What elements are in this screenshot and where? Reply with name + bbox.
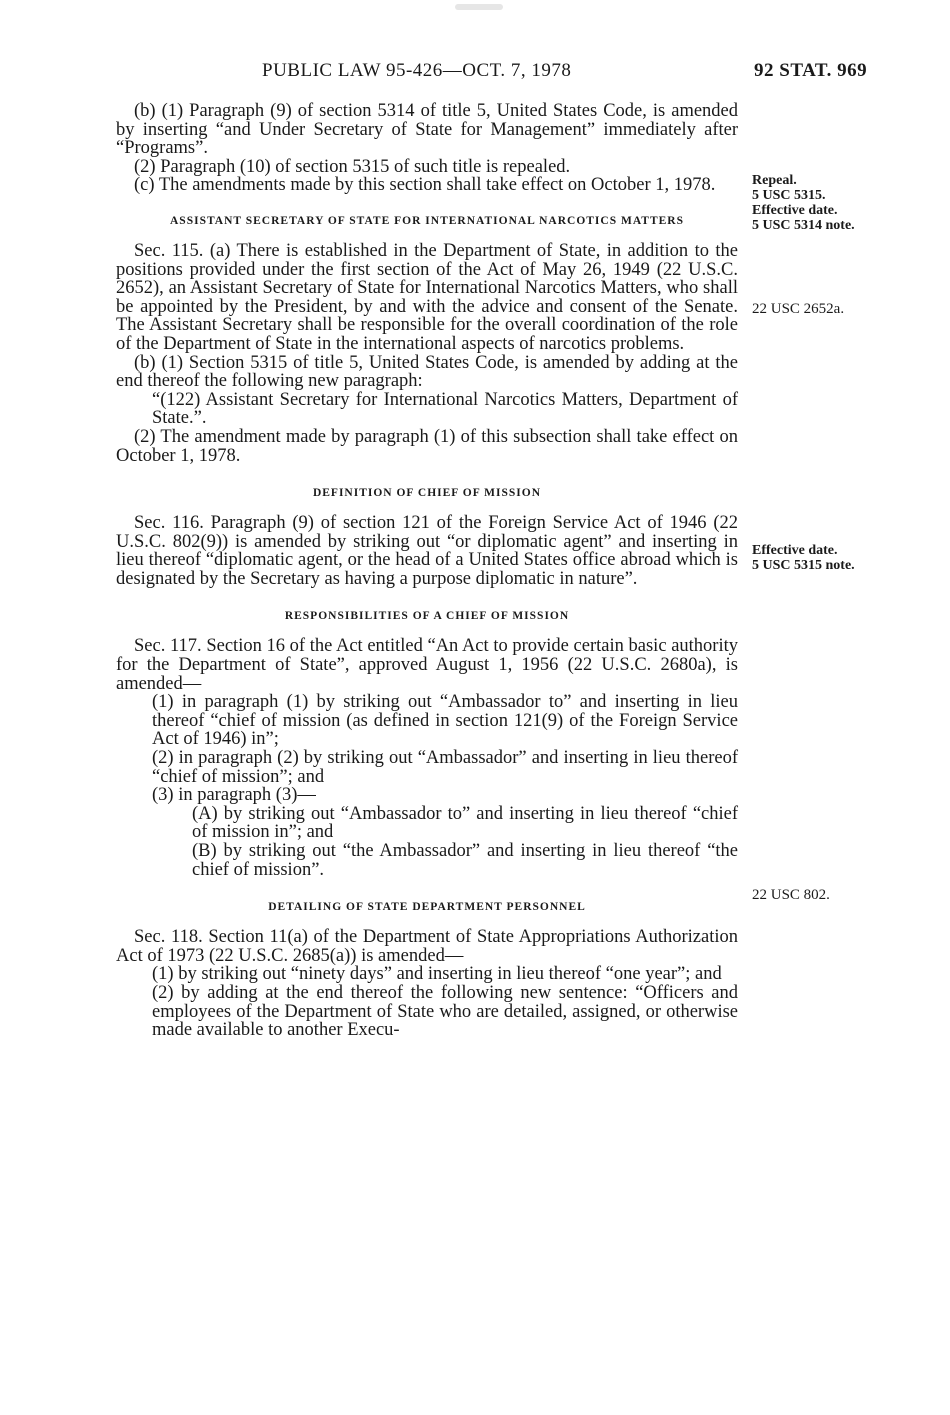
list-item: (2) by adding at the end thereof the following new sentence: “Officers and employees of the Department of State who are detailed, assigned, or otherwise made available to another Execu-	[152, 982, 738, 1041]
section-116-paragraph: Sec. 116. Paragraph (9) of section 121 of the Foreign Service Act of 1946 (22 U.S.C. 802(9)) is amended by striking out “or diplomatic agent” and inserting in lieu thereof “diplomatic agent, or the head of a United States office abroad which is designated by the Secretary as having a purpose diplomatic in nature”.	[116, 513, 738, 589]
margin-note-22usc802: 22 USC 802.	[752, 887, 830, 903]
scan-mark	[455, 4, 503, 10]
section-118-paragraph: Sec. 118. Section 11(a) of the Department of State Appropriations Authorization Act of 1973 (22 U.S.C. 2685(a)) is amended—	[116, 927, 738, 966]
sub-list-item: (B) by striking out “the Ambassador” and inserting in lieu thereof “the chief of mission”.	[192, 841, 738, 880]
section-heading-detailing: DETAILING OF STATE DEPARTMENT PERSONNEL	[268, 901, 586, 914]
paragraph: (b) (1) Paragraph (9) of section 5314 of title 5, United States Code, is amended by inserting “and Under Secretary of State for Management” immediately after “Programs”.	[116, 101, 738, 159]
margin-note-line: 5 USC 5315.	[752, 188, 826, 203]
margin-note-effective-date	[752, 543, 855, 573]
margin-note-line: Effective date.	[752, 543, 838, 558]
list-item: (1) by striking out “ninety days” and inserting in lieu thereof “one year”; and	[152, 964, 722, 985]
running-header-title: PUBLIC LAW 95-426—OCT. 7, 1978	[262, 60, 572, 81]
paragraph: (2) Paragraph (10) of section 5315 of such title is repealed.	[134, 156, 571, 177]
margin-note-22usc2652a: 22 USC 2652a.	[752, 301, 845, 317]
statute-body	[116, 102, 738, 1040]
margin-note-line: 5 USC 5314 note.	[752, 218, 855, 233]
paragraph: (c) The amendments made by this section shall take effect on October 1, 1978.	[134, 175, 716, 196]
margin-note-line: Effective date.	[752, 203, 838, 218]
running-header-page-number: 92 STAT. 969	[754, 60, 868, 81]
paragraph: (2) The amendment made by paragraph (1) of this subsection shall take effect on October 1, 1978.	[116, 426, 738, 466]
section-heading-narcotics: ASSISTANT SECRETARY OF STATE FOR INTERNATIONAL NARCOTICS MATTERS	[170, 214, 684, 227]
margin-note-line: Repeal.	[752, 173, 797, 188]
paragraph: (b) (1) Section 5315 of title 5, United States Code, is amended by adding at the end thereof the following new paragraph:	[116, 352, 738, 392]
list-item: (1) in paragraph (1) by striking out “Ambassador to” and inserting in lieu thereof “chief of mission (as defined in section 121(9) of the Foreign Service Act of 1946) in”;	[152, 692, 738, 750]
section-117-paragraph: Sec. 117. Section 16 of the Act entitled “An Act to provide certain basic authority for the Department of State”, approved August 1, 1956 (22 U.S.C. 2680a), is amended—	[116, 636, 738, 694]
list-item: (2) in paragraph (2) by striking out “Ambassador” and inserting in lieu thereof “chief of mission”; and	[152, 748, 738, 787]
sub-list-item: (A) by striking out “Ambassador to” and inserting in lieu thereof “chief of mission in”; and	[192, 803, 738, 843]
section-heading-chief-of-mission: DEFINITION OF CHIEF OF MISSION	[312, 487, 542, 500]
list-item: (3) in paragraph (3)—	[152, 785, 316, 806]
section-heading-responsibilities: RESPONSIBILITIES OF A CHIEF OF MISSION	[284, 610, 570, 623]
margin-note-repeal	[752, 173, 855, 233]
section-115-paragraph: Sec. 115. (a) There is established in the Department of State, in addition to the positions provided under the first section of the Act of May 26, 1949 (22 U.S.C. 2652), an Assistant Secretary of State for International Narcotics Matters, who shall be appointed by the President, by and with the advice and consent of the Senate. The Assistant Secretary shall be responsible for the overall coordination of the role of the Department of State in the international aspects of narcotics problems.	[116, 240, 738, 354]
quoted-paragraph: “(122) Assistant Secretary for International Narcotics Matters, Department of State.”.	[152, 389, 738, 429]
margin-note-line: 5 USC 5315 note.	[752, 558, 855, 573]
